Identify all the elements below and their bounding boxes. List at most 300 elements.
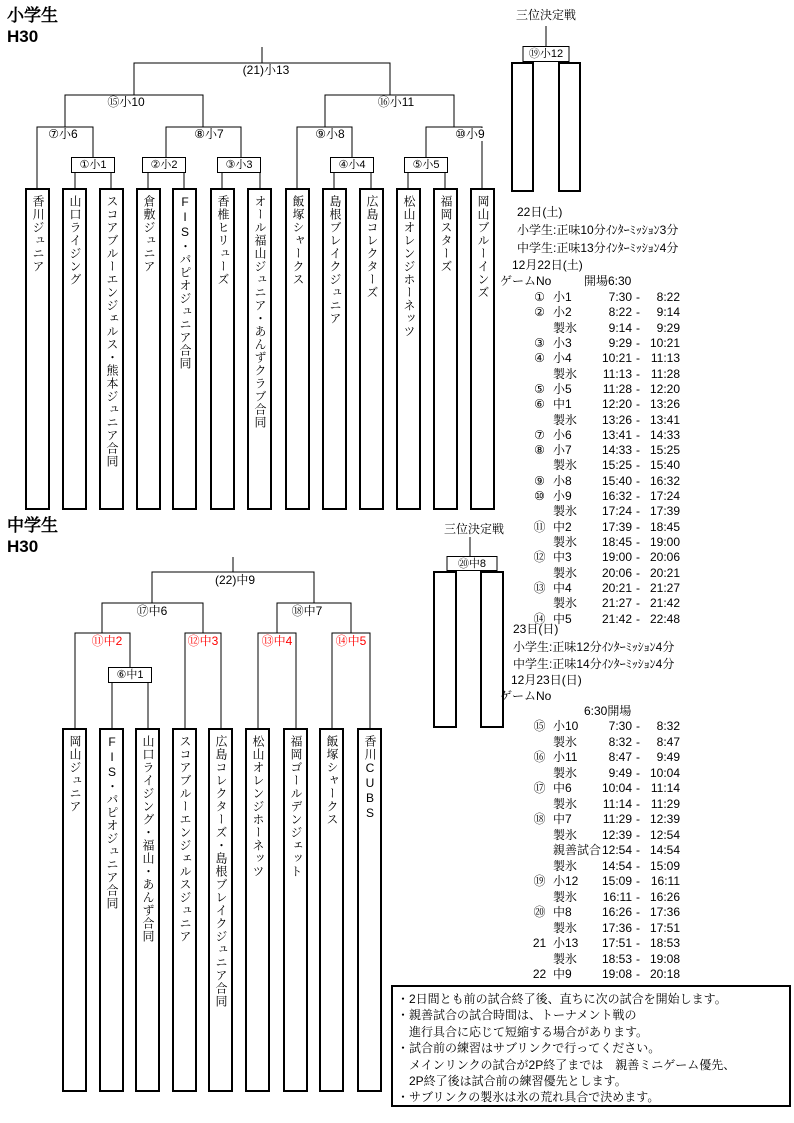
game-number: 22 [532,967,547,981]
game-number [526,859,553,875]
time-separator: - [636,967,640,981]
start-time: 7:30 [608,290,632,304]
end-time: 20:06 [649,550,680,565]
game-name: 中5 [553,611,572,626]
schedule-row [526,443,686,458]
game-name: 製氷 [553,765,578,780]
start-time: 19:00 [601,550,632,565]
game-number: ⑩ [534,489,545,504]
time-separator: - [636,858,640,873]
end-time: 12:20 [649,381,680,396]
game-name: 小11 [553,750,578,764]
schedule-row [526,921,686,937]
day2-schedule-table [526,719,686,983]
time-separator: - [636,565,640,580]
game-name: 製氷 [553,320,578,335]
start-time: 18:45 [601,535,632,549]
note-line: ・試合前の練習はサブリンクで行ってください。 [397,1041,661,1056]
game-name: 中7 [553,812,572,826]
start-time: 16:26 [601,905,632,919]
game-name: 製氷 [553,920,578,935]
game-number [526,921,553,937]
match-label-chu4: ⑬中4 [261,634,293,648]
schedule-row [526,382,686,397]
end-time: 17:36 [649,905,680,919]
match-label-sho11: ⑯小11 [377,95,415,109]
team-box: 福岡ゴールデンジェット [283,728,308,1092]
team-box: FIS・パピオジュニア合同 [99,728,124,1092]
game-name: 製氷 [553,366,578,381]
game-name: 中8 [553,905,572,919]
note-line: 進行具合に応じて短縮する場合があります。 [397,1024,649,1039]
time-separator: - [636,920,640,935]
schedule-row [526,967,686,983]
match-label-chu2: ⑪中2 [91,634,123,648]
end-time: 17:51 [649,920,680,935]
team-box: 香川ジュニア [25,188,50,510]
start-time: 13:41 [601,427,632,442]
start-time: 15:25 [601,458,632,473]
time-separator: - [636,443,640,458]
game-name: 製氷 [553,565,578,580]
day1-schedule-table [526,290,686,627]
game-name: 中3 [553,550,572,565]
schedule-row [526,428,686,443]
match-label-sho7: ⑧小7 [194,127,224,141]
schedule-row [526,874,686,890]
time-separator: - [636,812,640,826]
game-number [526,458,553,473]
game-number: ⑦ [534,427,545,442]
game-number [526,535,553,550]
end-time: 16:32 [649,473,680,488]
game-name: 小12 [553,874,579,888]
schedule-row [526,719,686,735]
time-separator: - [636,458,640,473]
game-number [526,890,553,906]
game-number [526,797,553,813]
start-time: 14:33 [601,443,632,458]
schedule-row [526,305,686,320]
game-number: ⑯ [533,750,546,764]
day1-rule-junior: 中学生:正味13分ｲﾝﾀｰﾐｯｼｮﾝ4分 [517,241,679,255]
time-separator: - [636,874,640,888]
note-line: ・親善試合の試合時間は、トーナメント戦の [397,1008,637,1023]
schedule-row [526,952,686,968]
end-time: 11:13 [650,351,680,366]
match-label-sho3: ③小3 [217,157,261,173]
time-separator: - [636,381,640,396]
match-label-sho5: ⑤小5 [404,157,448,173]
end-time: 12:54 [649,827,680,842]
match-label-chu1: ⑥中1 [108,667,152,683]
day2-open-time: 6:30開場 [584,704,632,718]
schedule-row [526,474,686,489]
game-name: 小10 [553,719,579,733]
day1-game-no-label: ゲームNo [500,274,552,288]
schedule-row [526,321,686,336]
notes-box [391,985,791,1107]
end-time: 8:47 [656,734,680,749]
game-number: ⑰ [533,781,546,795]
team-box: オール福山ジュニア・あんずクラブ合同 [247,188,272,510]
schedule-row [526,797,686,813]
game-number: ④ [534,351,545,366]
elementary-third-place-title: 三位決定戦 [516,8,577,22]
game-number: ⑭ [533,611,546,626]
time-separator: - [636,719,640,733]
end-time: 22:48 [649,611,680,626]
schedule-row [526,843,686,859]
game-name: 製氷 [553,596,578,611]
game-number [526,766,553,782]
start-time: 21:27 [601,596,632,611]
game-number: ⑫ [533,550,546,565]
start-time: 9:14 [608,320,632,335]
time-separator: - [636,397,640,412]
match-label-sho2: ②小2 [142,157,186,173]
end-time: 8:32 [656,719,680,733]
start-time: 21:42 [601,611,632,626]
game-name: 製氷 [553,734,578,749]
start-time: 15:40 [601,473,632,488]
game-number: ⑤ [534,381,545,396]
game-name: 小4 [553,351,572,366]
day1-date: 12月22日(土) [512,258,583,272]
time-separator: - [636,504,640,519]
match-label-sho9: ⑩小9 [455,127,485,141]
game-name: 小8 [553,473,572,488]
day1-header: 22日(土) [517,205,563,219]
start-time: 19:08 [601,967,632,981]
game-number [526,413,553,428]
schedule-row [526,890,686,906]
day2-game-no-label: ゲームNo [500,689,552,703]
note-line: メインリンクの試合が2P終了までは 親善ミニゲーム優先、 [397,1057,736,1072]
time-separator: - [636,335,640,350]
schedule-row [526,828,686,844]
game-number [526,828,553,844]
end-time: 9:14 [656,305,680,320]
end-time: 13:41 [649,412,680,427]
start-time: 12:39 [601,827,632,842]
schedule-row [526,812,686,828]
start-time: 12:54 [601,843,632,857]
time-separator: - [636,305,640,320]
start-time: 17:24 [601,504,632,519]
start-time: 8:22 [608,305,632,320]
team-box: スコアブルーエンジェルス・熊本ジュニア合同 [99,188,124,510]
game-number: ⑮ [533,719,546,733]
game-name: 製氷 [553,535,578,549]
team-box: 島根ブレイクジュニア [322,188,347,510]
match-label-chu6: ⑰中6 [136,604,168,618]
time-separator: - [636,936,640,950]
end-time: 16:26 [649,889,680,904]
start-time: 10:21 [601,351,632,366]
schedule-row [526,905,686,921]
time-separator: - [636,290,640,304]
game-name: 製氷 [553,412,578,427]
game-name: 小7 [553,443,572,458]
game-number [526,566,553,581]
start-time: 16:32 [601,489,632,504]
time-separator: - [636,843,640,857]
match-label-sho8: ⑨小8 [315,127,345,141]
game-name: 小9 [553,489,572,504]
game-number [526,952,553,968]
game-number: ③ [534,335,545,350]
time-separator: - [636,519,640,534]
junior-season-label: H30 [7,537,39,556]
start-time: 17:36 [601,920,632,935]
schedule-row [526,750,686,766]
start-time: 13:26 [601,412,632,427]
game-number [526,367,553,382]
team-box: 香椎ヒリューズ [210,188,235,510]
start-time: 10:04 [601,781,632,795]
day2-header: 23日(日) [513,622,559,636]
start-time: 12:20 [601,397,632,412]
schedule-row [526,290,686,305]
end-time: 17:24 [649,489,680,504]
game-name: 中1 [553,397,572,412]
game-name: 製氷 [553,458,578,473]
schedule-row [526,581,686,596]
game-name: 中4 [553,580,572,595]
time-separator: - [636,781,640,795]
schedule-row [526,781,686,797]
end-time: 10:04 [649,765,680,780]
schedule-row [526,367,686,382]
start-time: 11:14 [602,796,632,811]
time-separator: - [636,734,640,749]
start-time: 8:32 [608,734,632,749]
end-time: 12:39 [649,812,680,826]
match-label-sho10: ⑮小10 [107,95,145,109]
schedule-row [526,413,686,428]
team-box: 広島コレクターズ [359,188,384,510]
team-box: 香川CUBS [357,728,382,1092]
game-number [526,596,553,611]
end-time: 20:18 [649,967,680,981]
end-time: 21:42 [649,596,680,611]
end-time: 18:53 [649,936,680,950]
game-number: ⑳ [533,905,546,919]
end-time: 21:27 [649,580,680,595]
time-separator: - [636,535,640,549]
time-separator: - [636,550,640,565]
match-label-sho6: ⑦小6 [48,127,78,141]
team-box: 山口ライジング [62,188,87,510]
schedule-row [526,520,686,535]
schedule-row [526,504,686,519]
schedule-row [526,596,686,611]
game-number [526,843,553,859]
schedule-row [526,566,686,581]
time-separator: - [636,412,640,427]
game-number [526,735,553,751]
time-separator: - [636,827,640,842]
time-separator: - [636,750,640,764]
start-time: 11:29 [602,812,632,826]
schedule-row [526,336,686,351]
schedule-row [526,936,686,952]
junior-section-title: 中学生 [7,516,58,535]
schedule-row [526,397,686,412]
match-label-sho1: ①小1 [71,157,115,173]
end-time: 11:29 [650,796,680,811]
start-time: 14:54 [601,858,632,873]
start-time: 17:51 [601,936,632,950]
game-number: ⑱ [533,812,546,826]
game-name: 小5 [553,381,572,396]
match-label-chu9-final: (22)中9 [214,573,256,587]
day2-rule-junior: 中学生:正味14分ｲﾝﾀｰﾐｯｼｮﾝ4分 [513,657,675,671]
game-name: 中9 [553,967,572,981]
game-number [526,504,553,519]
junior-third-place-title: 三位決定戦 [444,522,505,536]
third-place-slot-box [433,571,457,728]
team-box: 松山オレンジホーネッツ [396,188,421,510]
match-label-sho12-third-place: ⑲小12 [523,46,570,62]
team-box: 岡山ブルーインズ [470,188,495,510]
third-place-slot-box [480,571,504,728]
end-time: 11:14 [650,781,680,795]
team-box: 飯塚シャークス [319,728,344,1092]
game-name: 製氷 [553,889,578,904]
end-time: 18:45 [649,519,680,534]
time-separator: - [636,427,640,442]
end-time: 11:28 [650,366,680,381]
end-time: 14:54 [649,843,680,857]
game-number: ⑬ [533,580,546,595]
start-time: 17:39 [601,519,632,534]
schedule-row [526,458,686,473]
schedule-row [526,351,686,366]
day2-date: 12月23日(日) [511,673,582,687]
game-name: 小3 [553,335,572,350]
game-name: 中2 [553,519,572,534]
team-box: 松山オレンジホーネッツ [245,728,270,1092]
game-name: 小2 [553,305,572,320]
start-time: 7:30 [608,719,632,733]
match-label-sho4: ④小4 [330,157,374,173]
end-time: 15:40 [649,458,680,473]
time-separator: - [636,473,640,488]
game-name: 小13 [553,936,579,950]
game-name: 小1 [553,290,572,304]
schedule-row [526,735,686,751]
note-line: 2P終了後は試合前の練習優先とします。 [397,1074,627,1089]
time-separator: - [636,351,640,366]
schedule-row [526,859,686,875]
time-separator: - [636,489,640,504]
team-box: 福岡スターズ [433,188,458,510]
start-time: 18:53 [601,951,632,966]
end-time: 20:21 [649,565,680,580]
game-name: 製氷 [553,951,578,966]
elementary-season-label: H30 [7,27,39,46]
team-box: 広島コレクターズ・島根ブレイクジュニア合同 [208,728,233,1092]
time-separator: - [636,889,640,904]
time-separator: - [636,320,640,335]
note-line: ・サブリンクの製氷は氷の荒れ具合で決めます。 [397,1090,660,1105]
start-time: 9:29 [608,335,632,350]
day1-open-time: 開場6:30 [584,274,632,288]
third-place-slot-box [511,62,534,192]
end-time: 10:21 [649,335,680,350]
end-time: 14:33 [649,427,680,442]
start-time: 8:47 [608,750,632,764]
team-box: 岡山ジュニア [62,728,87,1092]
game-number: ⑨ [534,473,545,488]
match-label-chu3: ⑫中3 [187,634,219,648]
day2-rule-elementary: 小学生:正味12分ｲﾝﾀｰﾐｯｼｮﾝ4分 [513,640,675,654]
game-number: ⑧ [534,443,545,458]
time-separator: - [636,905,640,919]
schedule-row [526,489,686,504]
end-time: 15:09 [649,858,680,873]
game-name: 製氷 [553,504,578,519]
start-time: 9:49 [608,765,632,780]
day1-rule-elementary: 小学生:正味10分ｲﾝﾀｰﾐｯｼｮﾝ3分 [517,223,679,237]
team-box: スコアブルーエンジェルスジュニア [172,728,197,1092]
time-separator: - [636,611,640,626]
game-number: ② [534,305,545,320]
elementary-section-title: 小学生 [7,6,58,25]
end-time: 13:26 [649,397,680,412]
junior-bracket-lines [75,537,470,728]
game-name: 中6 [553,781,572,795]
start-time: 15:09 [601,874,632,888]
note-line: ・2日間とも前の試合終了後、直ちに次の試合を開始します。 [397,992,727,1006]
end-time: 9:29 [656,320,680,335]
game-name: 親善試合 [553,843,602,857]
time-separator: - [636,366,640,381]
game-number [526,321,553,336]
time-separator: - [636,765,640,780]
end-time: 19:00 [649,535,680,549]
end-time: 19:08 [649,951,680,966]
team-box: 倉敷ジュニア [136,188,161,510]
time-separator: - [636,596,640,611]
match-label-sho13-final: (21)小13 [242,63,290,77]
third-place-slot-box [558,62,581,192]
end-time: 16:11 [650,874,680,888]
match-label-chu7: ⑱中7 [291,604,323,618]
end-time: 9:49 [656,750,680,764]
team-box: FIS・パピオジュニア合同 [172,188,197,510]
start-time: 11:13 [602,366,632,381]
team-box: 飯塚シャークス [285,188,310,510]
game-number: ⑥ [534,397,545,412]
end-time: 15:25 [649,443,680,458]
start-time: 20:21 [601,580,632,595]
game-name: 小6 [553,427,572,442]
end-time: 17:39 [649,504,680,519]
schedule-row [526,550,686,565]
game-number: ⑲ [533,874,546,888]
start-time: 11:28 [602,381,632,396]
start-time: 16:11 [602,889,632,904]
game-name: 製氷 [553,796,578,811]
match-label-chu5: ⑭中5 [335,634,367,648]
time-separator: - [636,796,640,811]
team-box: 山口ライジング・福山・あんず合同 [135,728,160,1092]
game-number: 21 [532,936,547,950]
start-time: 20:06 [601,565,632,580]
